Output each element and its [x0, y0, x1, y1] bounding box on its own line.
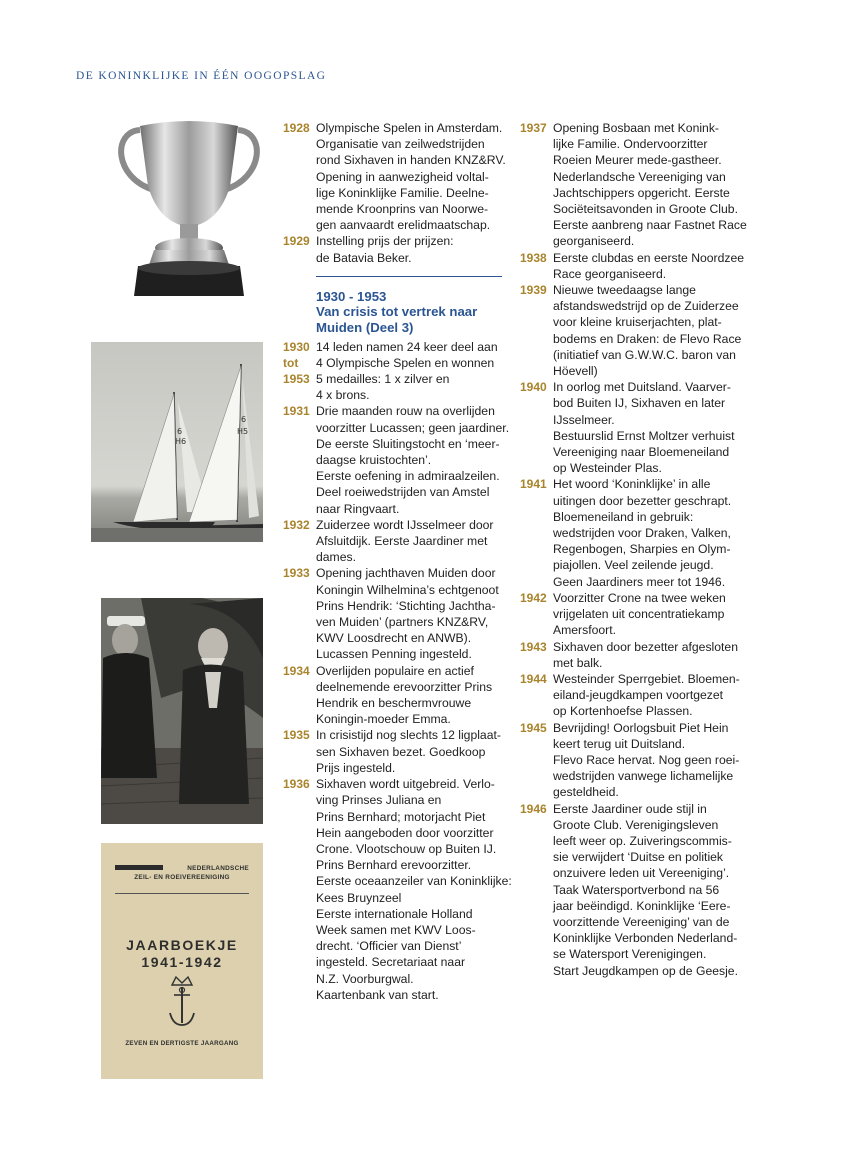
- entry-line: Afsluitdijk. Eerste Jaardiner met: [316, 534, 488, 549]
- timeline-middle-column: [283, 120, 512, 1003]
- entry-line: In oorlog met Duitsland. Vaarver-: [553, 380, 731, 395]
- entry-year: 1936: [283, 777, 310, 792]
- entry-line: Opening jachthaven Muiden door: [316, 566, 496, 581]
- section-title-line2: Muiden (Deel 3): [316, 320, 414, 336]
- entry-line: 4 Olympische Spelen en wonnen: [316, 355, 495, 370]
- entry-line: keert terug uit Duitsland.: [553, 736, 686, 751]
- book-org-line2: ZEIL- EN ROEIVEREENIGING: [134, 874, 230, 881]
- entry-year: 1939: [520, 283, 547, 298]
- entry-line: De eerste Sluitingstocht en ‘meer-: [316, 436, 500, 451]
- entry-line: gen aanvaardt erelidmaatschap.: [316, 218, 491, 233]
- entry-line: (initiatief van G.W.W.C. baron van: [553, 347, 736, 362]
- sailing-photo: [91, 342, 263, 542]
- entry-year: 1930: [283, 339, 310, 354]
- entry-text: [316, 371, 505, 403]
- entry-text: [553, 639, 770, 671]
- timeline-entry: [283, 339, 505, 355]
- entry-year: 1937: [520, 121, 547, 135]
- svg-text:6: 6: [241, 415, 247, 424]
- entry-line: sen Sixhaven bezet. Goedkoop: [316, 744, 486, 759]
- entry-line: lige Koninklijke Familie. Deelne-: [316, 185, 489, 200]
- entry-line: wedstrijden vanwege lichamelijke: [553, 769, 734, 784]
- entry-line: Taak Watersportverbond na 56: [553, 882, 720, 897]
- entry-line: Crone. Vlootschouw op Buiten IJ.: [316, 841, 497, 856]
- timeline-entry: [520, 120, 770, 250]
- entry-line: ving Prinses Juliana en: [316, 793, 442, 808]
- timeline-entries-1937-1946: [520, 120, 770, 979]
- entry-line: Geen Jaardiners meer tot 1946.: [553, 574, 726, 589]
- entry-line: 5 medailles: 1 x zilver en: [316, 372, 450, 387]
- entry-line: de Batavia Beker.: [316, 250, 412, 265]
- entry-year: 1928: [283, 121, 310, 135]
- timeline-entry: [283, 120, 505, 233]
- entry-line: leeft weer op. Zuiveringscommis-: [553, 833, 732, 848]
- book-subtitle: ZEVEN EN DERTIGSTE JAARGANG: [125, 1040, 239, 1047]
- entry-text: [316, 663, 505, 728]
- entry-line: In crisistijd nog slechts 12 ligplaat-: [316, 728, 501, 743]
- entry-text: [316, 355, 505, 371]
- entry-line: Nieuwe tweedaagse lange: [553, 283, 696, 298]
- entry-line: eiland-jeugdkampen voortgezet: [553, 688, 724, 703]
- entry-line: Prijs ingesteld.: [316, 760, 396, 775]
- svg-text:H6: H6: [175, 437, 187, 446]
- entry-line: met balk.: [553, 655, 603, 670]
- entry-line: op Westeinder Plas.: [553, 461, 662, 476]
- entry-line: Drie maanden rouw na overlijden: [316, 404, 495, 419]
- entry-line: lijke Familie. Ondervoorzitter: [553, 137, 708, 152]
- entry-line: 4 x brons.: [316, 388, 370, 403]
- entry-text: [553, 801, 770, 979]
- book-divider: [115, 893, 249, 894]
- timeline-entry: [283, 233, 505, 265]
- entry-line: mende Kroonprins van Noorwe-: [316, 202, 489, 217]
- entry-line: dames.: [316, 550, 356, 565]
- section-heading: [316, 289, 505, 336]
- entry-year: 1932: [283, 517, 310, 532]
- entry-text: [553, 250, 770, 282]
- entry-year: 1944: [520, 671, 547, 686]
- entry-line: onzuivere leden uit Vereeniging’.: [553, 866, 730, 881]
- entry-text: [316, 339, 505, 355]
- entry-text: [316, 565, 505, 662]
- entry-line: Koninklijke Verbonden Nederland-: [553, 931, 738, 946]
- entry-line: Eerste Jaardiner oude stijl in: [553, 801, 707, 816]
- timeline-entry: [520, 476, 770, 589]
- entry-year: 1943: [520, 639, 547, 654]
- entry-line: Olympische Spelen in Amsterdam.: [316, 121, 503, 135]
- entry-line: Vereeniging naar Bloemeneiland: [553, 445, 730, 460]
- entry-line: Hendrik en beschermvrouwe: [316, 696, 472, 711]
- trophy-photo: [110, 116, 268, 302]
- entry-line: gesteldheid.: [553, 785, 619, 800]
- people-photo: [101, 598, 263, 824]
- entry-text: [553, 120, 770, 250]
- timeline-entry: [283, 371, 505, 403]
- entry-line: Koningin-moeder Emma.: [316, 712, 451, 727]
- entry-line: Kaartenbank van start.: [316, 987, 439, 1002]
- entry-line: ingesteld. Secretariaat naar: [316, 955, 466, 970]
- entry-line: Het woord ‘Koninklijke’ in alle: [553, 477, 711, 492]
- entry-line: Overlijden populaire en actief: [316, 663, 474, 678]
- entry-line: Voorzitter Crone na twee weken: [553, 590, 726, 605]
- timeline-entry: [283, 663, 505, 728]
- entry-line: Groote Club. Verenigingsleven: [553, 817, 719, 832]
- entry-text: [316, 403, 509, 516]
- timeline-entry: [520, 671, 770, 720]
- timeline-entry: [283, 355, 505, 371]
- entry-line: vrijgelaten uit concentratiekamp: [553, 607, 725, 622]
- entry-year: 1940: [520, 380, 547, 395]
- entry-text: [553, 379, 770, 476]
- entry-line: voorzittende Vereeniging’ van de: [553, 914, 730, 929]
- entry-text: [316, 727, 505, 776]
- timeline-entry: [520, 720, 770, 801]
- entry-year: 1941: [520, 477, 547, 492]
- entry-line: Prins Bernhard; motorjacht Piet: [316, 809, 486, 824]
- book-org-line1: NEDERLANDSCHE: [187, 865, 249, 872]
- entry-line: deelnemende erevoorzitter Prins: [316, 679, 493, 694]
- timeline-entry: [283, 403, 510, 516]
- entry-line: N.Z. Voorburgwal.: [316, 971, 414, 986]
- entry-text: [553, 590, 770, 639]
- entry-line: Eerste oefening in admiraalzeilen.: [316, 469, 500, 484]
- entry-year: 1946: [520, 801, 547, 816]
- entry-line: IJsselmeer.: [553, 412, 615, 427]
- entry-line: voorzitter Lucassen; geen jaardiner.: [316, 420, 510, 435]
- timeline-entry: [283, 517, 505, 566]
- entry-line: rond Sixhaven in handen KNZ&RV.: [316, 153, 506, 168]
- entry-line: bod Buiten IJ, Sixhaven en later: [553, 396, 726, 411]
- book-years: 1941-1942: [141, 954, 223, 970]
- entry-line: 14 leden namen 24 keer deel aan: [316, 339, 498, 354]
- entry-text: [316, 517, 505, 566]
- entry-line: Lucassen Penning ingesteld.: [316, 647, 472, 662]
- entry-line: ven Muiden’ (partners KNZ&RV,: [316, 615, 489, 630]
- entry-line: Eerste clubdas en eerste Noordzee: [553, 250, 745, 265]
- entry-year: tot: [283, 355, 299, 370]
- entry-line: KWV Loosdrecht en ANWB).: [316, 631, 472, 646]
- entry-year: 1934: [283, 663, 310, 678]
- timeline-entry: [520, 250, 770, 282]
- entry-line: Race georganiseerd.: [553, 266, 667, 281]
- entry-line: Bevrijding! Oorlogsbuit Piet Hein: [553, 720, 729, 735]
- entry-line: jaar beëindigd. Koninklijke ‘Eere-: [553, 898, 731, 913]
- entry-text: [553, 476, 770, 589]
- entry-line: Westeinder Sperrgebiet. Bloemen-: [553, 671, 740, 686]
- timeline-entry: [520, 282, 770, 379]
- entry-year: 1931: [283, 404, 310, 419]
- entry-line: drecht. ‘Officier van Dienst’: [316, 939, 462, 954]
- section-divider: [316, 276, 502, 277]
- entry-line: Amersfoort.: [553, 623, 616, 638]
- entry-year: 1953: [283, 372, 310, 387]
- entry-line: Deel roeiwedstrijden van Amstel: [316, 485, 490, 500]
- entry-line: se Watersport Verenigingen.: [553, 947, 707, 962]
- entry-line: Instelling prijs der prijzen:: [316, 234, 454, 249]
- book-cover: [101, 843, 263, 1079]
- book-org: [115, 864, 249, 882]
- entry-line: Organisatie van zeilwedstrijden: [316, 137, 485, 152]
- entry-line: Eerste oceaanzeiler van Koninklijke:: [316, 874, 512, 889]
- entry-year: 1938: [520, 250, 547, 265]
- anchor-crown-icon: [167, 975, 197, 1029]
- timeline-entry: [283, 727, 505, 776]
- section-title-line1: Van crisis tot vertrek naar: [316, 304, 478, 320]
- entry-year: 1942: [520, 590, 547, 605]
- entry-line: daagse kruistochten’.: [316, 453, 432, 468]
- running-header: DE KONINKLIJKE IN ÉÉN OOGOPSLAG: [76, 70, 327, 82]
- entry-year: 1945: [520, 720, 547, 735]
- entry-line: Höevell): [553, 364, 598, 379]
- entry-line: Bestuurslid Ernst Moltzer verhuist: [553, 428, 735, 443]
- entry-line: afstandswedstrijd op de Zuiderzee: [553, 299, 739, 314]
- entry-line: Eerste aanbreng naar Fastnet Race: [553, 218, 747, 233]
- entry-year: 1935: [283, 728, 310, 743]
- entry-line: bodems en Draken: de Flevo Race: [553, 331, 742, 346]
- entry-line: Roeien Meurer mede-gastheer.: [553, 153, 722, 168]
- timeline-entries-1930-1936: [283, 339, 512, 1003]
- timeline-right-column: [520, 120, 770, 979]
- entry-line: uitingen door bezetter geschrapt.: [553, 493, 732, 508]
- entry-line: Eerste internationale Holland: [316, 906, 473, 921]
- entry-line: Zuiderzee wordt IJsselmeer door: [316, 517, 494, 532]
- entry-line: Start Jeugdkampen op de Geesje.: [553, 963, 738, 978]
- entry-year: 1933: [283, 566, 310, 581]
- entry-text: [316, 233, 505, 265]
- section-range: 1930 - 1953: [316, 288, 387, 304]
- entry-line: Prins Bernhard erevoorzitter.: [316, 858, 472, 873]
- entry-text: [553, 671, 770, 720]
- entry-line: Nederlandsche Vereeniging van: [553, 169, 726, 184]
- entry-line: Koningin Wilhelmina’s echtgenoot: [316, 582, 499, 597]
- book-title-block: [101, 937, 263, 971]
- entry-line: Week samen met KWV Loos-: [316, 922, 476, 937]
- entry-line: sie verwijdert ‘Duitse en politiek: [553, 850, 724, 865]
- timeline-entry: [520, 590, 770, 639]
- entry-line: naar Ringvaart.: [316, 501, 400, 516]
- timeline-entry: [520, 379, 770, 476]
- svg-text:H5: H5: [237, 427, 249, 436]
- timeline-entries-1928-1929: [283, 120, 505, 266]
- entry-line: Sixhaven door bezetter afgesloten: [553, 639, 738, 654]
- timeline-entry: [283, 565, 505, 662]
- entry-text: [553, 720, 770, 801]
- entry-line: voor kleine kruiserjachten, plat-: [553, 315, 722, 330]
- entry-line: Opening Bosbaan met Konink-: [553, 121, 719, 135]
- entry-line: op Kortenhoefse Plassen.: [553, 704, 693, 719]
- svg-text:6: 6: [177, 427, 183, 436]
- timeline-entry: [283, 776, 512, 1003]
- entry-line: Jachtschippers opgericht. Eerste: [553, 185, 730, 200]
- entry-line: georganiseerd.: [553, 234, 635, 249]
- entry-line: piajollen. Veel zeilende jeugd.: [553, 558, 714, 573]
- entry-line: Opening in aanwezigheid voltal-: [316, 169, 489, 184]
- entry-text: [553, 282, 770, 379]
- entry-line: Kees Bruynzeel: [316, 890, 402, 905]
- entry-line: Sociëteitsavonden in Groote Club.: [553, 202, 738, 217]
- book-title: JAARBOEKJE: [126, 937, 238, 953]
- entry-line: Bloemeneiland in gebruik:: [553, 509, 694, 524]
- entry-year: 1929: [283, 234, 310, 249]
- entry-line: wedstrijden voor Draken, Valken,: [553, 526, 731, 541]
- timeline-entry: [520, 639, 770, 671]
- entry-line: Hein aangeboden door voorzitter: [316, 825, 494, 840]
- entry-line: Regenbogen, Sharpies en Olym-: [553, 542, 731, 557]
- entry-line: Prins Hendrik: ‘Stichting Jachtha-: [316, 598, 496, 613]
- entry-text: [316, 776, 512, 1003]
- entry-text: [316, 120, 506, 233]
- timeline-entry: [520, 801, 770, 979]
- entry-line: Sixhaven wordt uitgebreid. Verlo-: [316, 777, 495, 792]
- entry-line: Flevo Race hervat. Nog geen roei-: [553, 752, 740, 767]
